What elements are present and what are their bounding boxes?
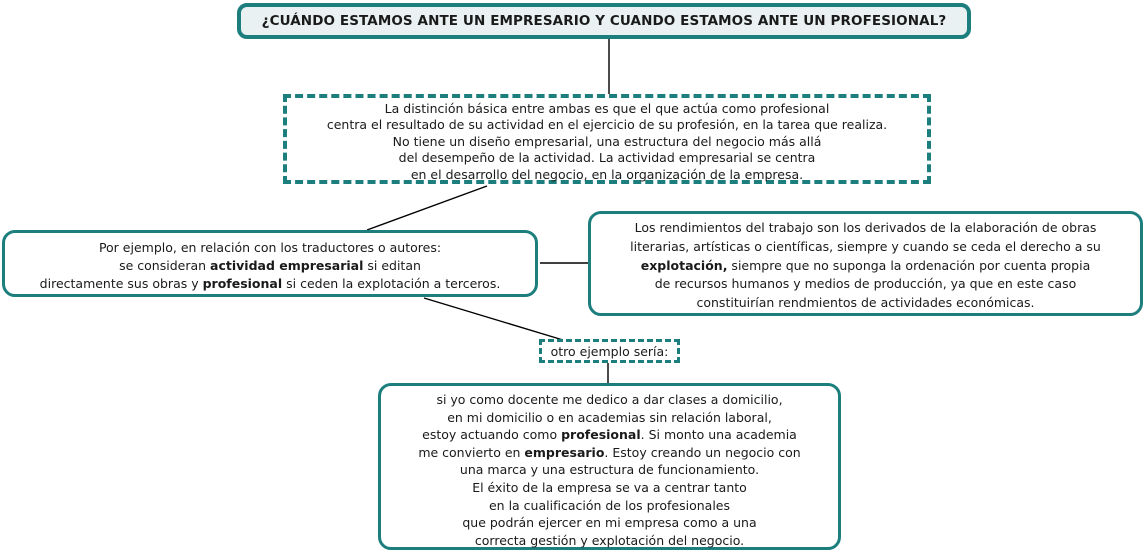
text-line: constituirían rendmientos de actividades económicas.: [696, 295, 1035, 311]
connector-translators-to-other-example: [424, 298, 563, 340]
text-line: centra el resultado de su actividad en el ejercicio de su profesión, en la tarea que realiza.: [326, 117, 888, 133]
other-example-text: otro ejemplo sería:: [550, 343, 669, 359]
text-line: en mi domicilio o en academias sin relación laboral,: [447, 409, 772, 425]
text-line: explotación, siempre que no suponga la ordenación por cuenta propia: [640, 257, 1091, 273]
other-example-label-box[interactable]: [539, 339, 680, 363]
text-line: directamente sus obras y profesional si ceden la explotación a terceros.: [39, 276, 501, 291]
title-text: ¿CUÁNDO ESTAMOS ANTE UN EMPRESARIO Y CUANDO ESTAMOS ANTE UN PROFESIONAL?: [261, 12, 947, 29]
text-line: No tiene un diseño empresarial, una estructura del negocio más allá: [392, 133, 822, 149]
teacher-example-box[interactable]: [378, 383, 841, 550]
text-line: Por ejemplo, en relación con los traductores o autores:: [98, 240, 442, 255]
connector-distinction-to-translators: [367, 186, 487, 230]
translators-example-box[interactable]: [2, 230, 538, 297]
text-line: La distinción básica entre ambas es que el que actúa como profesional: [384, 101, 830, 116]
distinction-box[interactable]: [283, 94, 931, 184]
text-line: en la cualificación de los profesionales: [488, 497, 731, 513]
text-line: del desempeño de la actividad. La actividad empresarial se centra: [398, 150, 816, 166]
text-line: estoy actuando como profesional. Si monto una academia: [422, 427, 797, 443]
text-line: se consideran actividad empresarial si editan: [119, 258, 421, 273]
text-line: Los rendimientos del trabajo son los derivados de la elaboración de obras: [634, 220, 1097, 235]
text-line: correcta gestión y explotación del negocio.: [474, 532, 745, 548]
text-line: literarias, artísticas o científicas, siempre y cuando se ceda el derecho a su: [630, 238, 1101, 254]
text-line: El éxito de la empresa se va a centrar tanto: [472, 479, 747, 495]
text-line: de recursos humanos y medios de producción, ya que en este caso: [654, 276, 1077, 292]
text-line: si yo como docente me dedico a dar clases a domicilio,: [436, 392, 783, 407]
title-box[interactable]: [237, 3, 971, 39]
work-income-box[interactable]: [588, 211, 1143, 316]
text-line: una marca y una estructura de funcionamiento.: [459, 462, 760, 478]
text-line: que podrán ejercer en mi empresa como a una: [462, 515, 757, 531]
text-line: me convierto en empresario. Estoy creando un negocio con: [418, 444, 801, 460]
text-line: en el desarrollo del negocio, en la organización de la empresa.: [410, 166, 804, 182]
